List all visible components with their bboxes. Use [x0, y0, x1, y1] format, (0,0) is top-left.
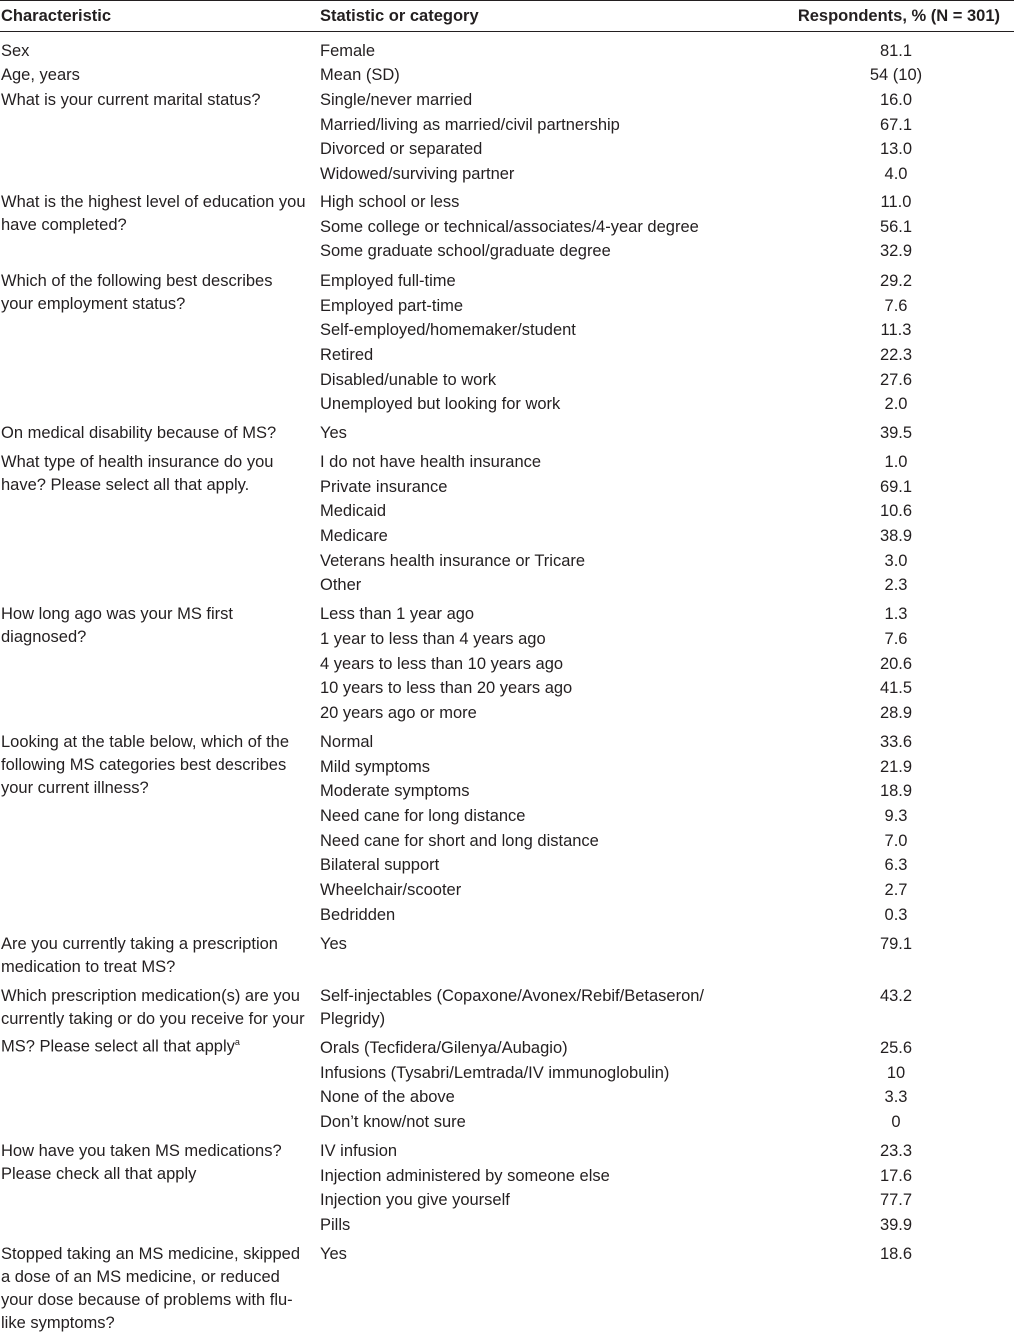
value-cell: 16.0	[879, 91, 913, 109]
category-cell: Normal	[320, 733, 374, 751]
value-cell: 32.9	[879, 242, 913, 260]
category-cell: Some graduate school/graduate degree	[320, 242, 611, 260]
characteristic-text: Sex	[1, 42, 30, 60]
characteristic-cell	[1, 270, 306, 316]
category-cell: Single/never married	[320, 91, 473, 109]
characteristic-cell	[1, 64, 306, 87]
value-cell: 69.1	[879, 478, 913, 496]
value-cell: 20.6	[879, 655, 913, 673]
category-cell: Need cane for short and long distance	[320, 832, 599, 850]
characteristic-cell	[1, 731, 306, 800]
category-cell: Divorced or separated	[320, 140, 483, 158]
category-cell: None of the above	[320, 1088, 455, 1106]
category-cell: Orals (Tecfidera/Gilenya/Aubagio)	[320, 1039, 568, 1057]
value-cell: 17.6	[879, 1167, 913, 1185]
category-cell: Retired	[320, 346, 374, 364]
category-cell: Less than 1 year ago	[320, 605, 475, 623]
value-cell: 2.0	[884, 395, 908, 413]
category-cell: Some college or technical/associates/4-year degree	[320, 218, 699, 236]
characteristic-cell	[1, 933, 306, 979]
characteristic-cell	[1, 191, 306, 237]
characteristic-text: What is your current marital status?	[1, 91, 261, 109]
characteristic-text: How long ago was your MS first diagnosed?	[1, 605, 234, 646]
value-cell: 39.9	[879, 1216, 913, 1234]
category-cell: Private insurance	[320, 478, 448, 496]
characteristic-cell	[1, 985, 306, 1059]
characteristic-text: Which of the following best describes your employment status?	[1, 272, 273, 313]
characteristic-cell	[1, 40, 306, 63]
table-row-group	[0, 603, 1014, 726]
characteristic-cell	[1, 1243, 306, 1335]
category-cell: Injection you give yourself	[320, 1191, 510, 1209]
table-row-group	[0, 1243, 1014, 1332]
table-row-group	[0, 933, 1014, 980]
characteristic-cell	[1, 603, 306, 649]
value-cell: 18.6	[879, 1245, 913, 1263]
category-cell: Need cane for long distance	[320, 807, 526, 825]
value-cell: 79.1	[879, 935, 913, 953]
value-cell: 9.3	[884, 807, 908, 825]
value-cell: 7.6	[884, 630, 908, 648]
value-cell: 7.6	[884, 297, 908, 315]
category-cell: Moderate symptoms	[320, 782, 470, 800]
table-header	[0, 0, 1014, 32]
category-cell: Employed part-time	[320, 297, 464, 315]
value-cell: 56.1	[879, 218, 913, 236]
value-cell: 1.3	[884, 605, 908, 623]
category-cell: Don’t know/not sure	[320, 1113, 466, 1131]
category-cell: Employed full-time	[320, 272, 456, 290]
category-cell: Mild symptoms	[320, 758, 431, 776]
value-cell: 25.6	[879, 1039, 913, 1057]
category-cell: 4 years to less than 10 years ago	[320, 655, 564, 673]
table-row-group	[0, 191, 1014, 265]
characteristic-text: Looking at the table below, which of the following MS categories best describes your current illness?	[1, 733, 290, 797]
category-cell: Yes	[320, 424, 347, 442]
category-cell: IV infusion	[320, 1142, 398, 1160]
table-row-group	[0, 422, 1014, 446]
characteristic-text: What type of health insurance do you have? Please select all that apply.	[1, 453, 274, 494]
characteristic-text: Are you currently taking a prescription medication to treat MS?	[1, 935, 278, 976]
table-row-group	[0, 1140, 1014, 1238]
category-cell: High school or less	[320, 193, 460, 211]
value-cell: 4.0	[884, 165, 908, 183]
value-cell: 28.9	[879, 704, 913, 722]
category-cell: Bedridden	[320, 906, 396, 924]
table-row-group	[0, 40, 1014, 59]
category-cell: Self-employed/homemaker/student	[320, 321, 576, 339]
category-cell: Pills	[320, 1216, 351, 1234]
characteristic-cell	[1, 1140, 306, 1186]
category-cell: 1 year to less than 4 years ago	[320, 630, 546, 648]
category-cell: Veterans health insurance or Tricare	[320, 552, 586, 570]
category-cell: Yes	[320, 935, 347, 953]
value-cell: 11.0	[880, 193, 912, 211]
value-cell: 2.7	[884, 881, 908, 899]
category-cell: Wheelchair/scooter	[320, 881, 462, 899]
value-cell: 54 (10)	[869, 66, 923, 84]
value-cell: 29.2	[879, 272, 913, 290]
value-cell: 41.5	[879, 679, 913, 697]
characteristic-text: Stopped taking an MS medicine, skipped a dose of an MS medicine, or reduced your dose because of problems with flu-like symptoms?	[1, 1245, 301, 1332]
value-cell: 10	[886, 1064, 906, 1082]
value-cell: 13.0	[879, 140, 913, 158]
category-cell: Unemployed but looking for work	[320, 395, 561, 413]
category-cell: Married/living as married/civil partnership	[320, 116, 620, 134]
value-cell: 38.9	[879, 527, 913, 545]
characteristic-text: Which prescription medication(s) are you currently taking or do you receive for your MS? Please select all that apply	[1, 987, 305, 1056]
value-cell: 77.7	[879, 1191, 913, 1209]
value-cell: 1.0	[884, 453, 908, 471]
value-cell: 6.3	[884, 856, 908, 874]
category-cell: I do not have health insurance	[320, 453, 542, 471]
value-cell: 27.6	[879, 371, 913, 389]
category-cell: Disabled/unable to work	[320, 371, 497, 389]
value-cell: 2.3	[884, 576, 908, 594]
value-cell: 43.2	[879, 987, 913, 1005]
value-cell: 67.1	[879, 116, 913, 134]
category-cell: Self-injectables (Copaxone/Avonex/Rebif/Betaseron/ Plegridy)	[320, 987, 705, 1028]
value-cell: 18.9	[879, 782, 913, 800]
table-row-group	[0, 985, 1014, 1135]
value-cell: 11.3	[880, 321, 912, 339]
value-cell: 23.3	[879, 1142, 913, 1160]
characteristic-text: Age, years	[1, 66, 80, 84]
category-cell: 10 years to less than 20 years ago	[320, 679, 573, 697]
category-cell: Widowed/surviving partner	[320, 165, 515, 183]
table-row-group	[0, 270, 1014, 417]
characteristic-cell	[1, 422, 306, 445]
category-cell: 20 years ago or more	[320, 704, 477, 722]
characteristic-cell	[1, 451, 306, 497]
value-cell: 3.3	[884, 1088, 908, 1106]
characteristic-cell	[1, 89, 306, 112]
category-cell: Other	[320, 576, 362, 594]
value-cell: 22.3	[879, 346, 913, 364]
category-cell: Medicare	[320, 527, 388, 545]
footnote-marker: a	[234, 1037, 240, 1047]
value-cell: 33.6	[879, 733, 913, 751]
category-cell: Medicaid	[320, 502, 387, 520]
characteristic-text: How have you taken MS medications? Please check all that apply	[1, 1142, 282, 1183]
category-cell: Infusions (Tysabri/Lemtrada/IV immunoglobulin)	[320, 1064, 670, 1082]
value-cell: 7.0	[884, 832, 908, 850]
header-statistic: Statistic or category	[320, 7, 479, 25]
value-cell: 3.0	[884, 552, 908, 570]
header-respondents: Respondents, % (N = 301)	[797, 7, 1000, 25]
value-cell: 81.1	[879, 42, 913, 60]
table-row-group	[0, 731, 1014, 928]
value-cell: 39.5	[879, 424, 913, 442]
category-cell: Bilateral support	[320, 856, 440, 874]
value-cell: 10.6	[879, 502, 913, 520]
category-cell: Yes	[320, 1245, 347, 1263]
characteristic-text: What is the highest level of education you have completed?	[1, 193, 306, 234]
table-row-group	[0, 451, 1014, 598]
value-cell: 21.9	[879, 758, 913, 776]
category-cell: Injection administered by someone else	[320, 1167, 610, 1185]
category-cell: Female	[320, 42, 376, 60]
table-row-group	[0, 64, 1014, 84]
characteristic-text: On medical disability because of MS?	[1, 424, 277, 442]
table-row-group	[0, 89, 1014, 186]
value-cell: 0	[891, 1113, 901, 1131]
value-cell: 0.3	[884, 906, 908, 924]
header-characteristic: Characteristic	[1, 7, 112, 25]
category-cell: Mean (SD)	[320, 66, 400, 84]
